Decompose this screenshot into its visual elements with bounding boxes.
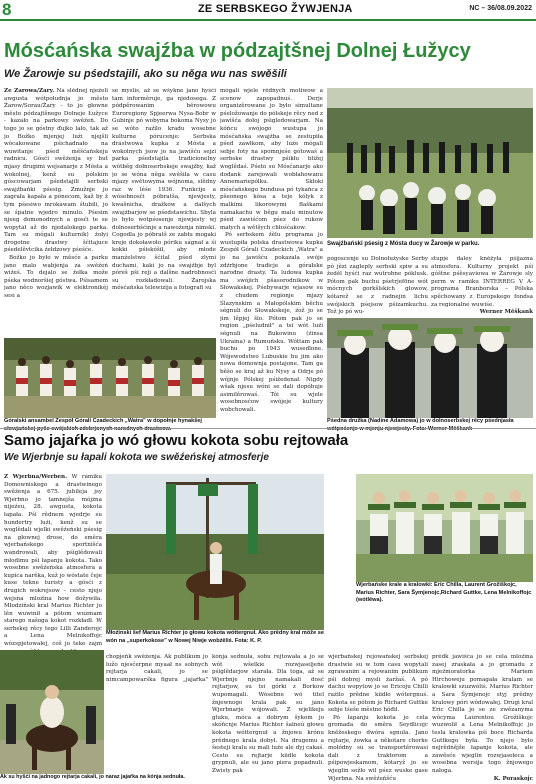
article1-column-2 [112,88,216,338]
article1-column-3 [220,88,323,414]
article2-column-5 [432,654,533,782]
article1-col5-text: stupje daleý kněžyła pśijazna atmosfera. Kulturny projekt pśi góštne pśěsyaviowa w Žarowje sly perm w ramiku INTERREG V A-programa Branborska – Pólska spěchowany z Europskego fondsa za regionalne wuwiśe. [431,256,533,308]
egg-woman-caption: Ak su hyšći na jadnogo rejtarja cakali, jo naraz jajaŕka na kónja sednuła. [0,774,185,780]
kings-queens-image [356,474,533,582]
article2-subtitle: We Wjerbnje su łapali kokota we swěźeńskej atmosferje [4,452,269,463]
bridesmaid-caption [327,418,533,433]
wedding-procession-image [327,88,533,238]
article1-column-4 [327,256,428,316]
goral-ensemble-image [4,338,216,418]
egg-woman-photo [0,650,104,774]
article2-col4-text: wjerbańskej rejowańskej serbskej drastwie su w tom casu wopytali zgrawanim a rejowanim publikum pśi dobrej mysli źaržaś. A pó dachu wopytow jo se Ericoju Chilli raźilo prědne kiidło wótergnuś. Kokota se pótom jo Richard Guttke sebje tśeše městno hóđil. [328,654,428,714]
bridesmaid-caption-text: Pśedna družka (Nadine Adamowa) jo w dolnoserbskej rěcy pśednjasła [327,418,514,424]
header-rule [0,19,536,21]
kings-queens-caption: Wjerbańske krale a kralowki: Eric Chilla, Laurent Grožiškojc, Marius Richter, Sara Šymjenojc,Richard Guttke, Lena Melnikoffojc (wótlěwa). [356,582,532,603]
rider-king-caption [106,630,324,645]
section-title: ZE SERBSKEGO ŽYWJENJA [198,3,353,15]
page-header [0,0,536,20]
article1-author: Werner Měškank [479,309,533,316]
article1-column-1 [4,88,108,338]
article2-column-1 [4,474,102,650]
article2-column-2 [106,654,208,684]
page-number: 8 [2,0,12,19]
rider-king-caption-text: Młoźinski šef Marius Richter jo głowu kokota wóttergnuł. Ako prědny kral móže se wón na „superkokose" w Nowej Niwje wobźěliś. [106,630,324,644]
article1-title: Mósćańska swajźba w pódzajtšnej Dolnej Łužycy [4,40,471,62]
article1-column-5 [431,256,533,316]
bridesmaid-photo [327,318,533,418]
article2-col1-text: W rámiku Domowniskego a drastwinego swěźenja a 675. jubileja jsy Wjerbno jo tamnejša mójżna nijeźeu, 28. awgusta, kokota łapała. Pśi rědnem wjedrje su hundertry luźi, kenž su se woglědali wjelki swěźeński pśesig na głownej drosе, do směrа wjerbańskego sportnišća wandrowali, aby pśiglědowali młodimu pśi łapanju kokota. Tako wosebne swěźeńska atmosfera a kupica narěka, kuž jo wóstate čeje kuse tekne turisty a gósći z drugich wokrejsow – cesto njejo wejsna mloźina how dožywiła. Młodziński kral Marius Richter jo lěn wuwinił a pótom wuzmam starego našoga kokot rozkładł. W serbskej rěcy tego Lilli Zanderojc a Lena Melnikoffojc wózspjetowałej, coš jo tekе zajm [4,474,102,648]
bridesmaid-image [327,318,533,418]
article1-col1b-text: Božko jo było w měsće a parku jano malo wabjenja za swěźeń wiźeś. To dejalo se źełka može pśeka wodnoršiej góstwa. Pśisamem jano něco wozjawik w elektronikéj sesi a [4,255,108,300]
goral-photo-caption: Góralski ansambel Zespół Górali Czadeckich „Watra" w dopołnje hynakšej [4,418,202,424]
article1-dateline: Ze Žarowa/Žary. [4,88,55,94]
article1-col1-text: Na slědnej njeźeli awgusta wótpołudnja jo město Žarow/Sorau/Żary - to jo głowne město pódzajtšnego Dolnejе Łužyce - kazało na parkowy swěźeń. Do togo jo se góstny ďujko lałо, tak až jo Božko mjenjej luźi njejšli wócakowane pśichadnało na wuwitanje pśed měšćańskeju radnicu. Gósći swěźenja sy but mjasy drugimi wejsanarje z Mósta a wokolnej, kenž su pólskim góscowarjam pśedstajili serbskі swajźbańki pśesig. Zmužnje jo zagrała kapała a pónecom, kaž by ž tym pśesiwo mrokawam śtubili, jo se śpatne wjedro minulo. Pśesim njeeg domonodnych a gosći te se wopytał až do njedalokego parka. Tam su mógali kulturnik) źołyi drogotne drastwy šćitajuce pśedelěvtcika źełdzowy pśeśće. [4,88,108,254]
article2-title: Samo jajaŕka jo wó głowu kokota sobu rejtowała [4,432,349,449]
article2-col3-text: kónja sednuła, sobu rejtowała a jo se wót wšelkie rozwjaseljeńe pśiglědarjow starała. Dla toga, až se Wjerbnje njejno namakali dosć rejtarjow, su tsi górki z Borkow wupomagali. Wósebne wó titel žnjewnogo krala pak su jano Wjerbnarje wójowali. Z wjelikeju gluku, móca a dobrym šykom jo skóńcnje Marius Richter šalneú głowu kokota wóttergnuł a žnjowu krónu prědnego krala dobył. Na drugemu a šesteji kralu su mali luźe ale dyj cakaś. Cesto su rejtarje kiidle kokota grypnuli, ale su jano piera popadnuli. Zwisty pak [212,654,324,774]
top-photo-caption: Swajźbański pśesig z Mósta ducy w Žarowje w parku. [327,241,480,247]
article2-col2-text: chopjeńk swěźenja. Ak publikum jo lužo njesćerpne myaał ns sobnych rejtarja cakali, jo se nimcampowarśka figura „jajaŕka" [106,654,208,683]
kings-queens-photo [356,474,533,582]
rider-king-caption-credit: Fota: K. P. [234,637,262,644]
article1-subtitle: We Žarowje su pśedstajili, ako su něga wu nas swěšili [4,68,287,80]
article1-col2-text: se myslis, až se wšykne jano hyśći tam informěrujе, ga njedosega. Z pódpěrowanim běrowowu Euroregiony Spjeerwa Nysa-Bobr w Gubinje pó wobyma bokoma Nysy jo se wóto raźilo kradu wosebne kulturne pórucenje: Serbska drastwowa kupka z Mósta a wokolnych jsow jo na jawišću sejzi parka pśedstajila tradicionelny wótběg dołnoserbskeje swajźby, kaž jo se wóna něga swěšiła w casu mjazy swětowyma wójnoma, slědny raz w léśe 1936. Funkcije a wósebnosći póbratša, njewjesty, kwašnicha, dražkow a dalšych swajźbarjow se pśedstawichu. Sbyla jo było wotpśosenje njewjesty wj dolnoserbšćinje a nawoźenja nimskі. Cogodla jo póbratš ze zabłu mogaki kreje dokoławoło póriku ságnał a śi kokki pśiskóšił, aby młode manźelstwo šćital pśed zlymi duchami, kaki jo na swajźbje byl póreš pši reji a dalšne nadrobnosći su rozkładowali. Żarojska mósćańska telewizija a fotografi su [112,88,216,292]
article1-col4-text: pógoscenje su Dolnołužyske Serby pó jězi zagleply serbski spiw a su žeděl hyśći raz wutrobne póklusk. Pótom pak buchu pśetrjeföne wót mócnych gorkšlskich głowow, kótarež se z radnejin lichu swójskich pśejsow pśizamkuchu. Tož jo pó wu- [327,256,428,316]
rider-king-image [106,474,324,630]
article2-author: K. Poraskojc [493,775,533,782]
wedding-procession-photo [327,88,533,238]
egg-woman-image [0,650,104,774]
article2-dateline: Z Wjerbna/Werben. [4,474,68,480]
article1-col3b-text: Pó serbskem źělu programa jo wustupiła polska drastwowa kupka Zespół Górali Czadeckich „Watra" a jo na jawišću pokazała swóje zdźrbjone tradicje a górałske narodne drasty. Ta ludowa kupka ma swójich pšasorodnikow w Słowakskej. Pśebywarje wjasow su z chudem regionje mjazy Ślazynskim a Małopólskim běchu ségnuli do Słowakskeje, źož jo se jim lěpjej šlo. Pótom pak jo se region „pśeludnił" a tsi wót luźi ségnuli na Bukowinu (źinsa Ukraina) a Rumuńsku. Wóttam pak buchu po 1943 wusedlone. Wójewodstwo Lubuskie bu jim ako nowa domownja postajone. Tam ga běšo se kraj až ku Nysy a Odrje pó wójnje Pólskej pśiźedenał. Nigdy wšak njesu wóni se dali dopóbuje asimilěrowaś. Tói su wjele wosebnosćow swójejе kultury wobchowali. [220,232,323,413]
issue-info: NC – 36/08.09.2022 [469,5,532,12]
article-separator [0,428,536,429]
article2-col5-text: prědk jawišća jo se cela mloźina zasej zraskała a jo gromadu z mjeźmoratorka Mariem Hirchoweju pomagała kralam se kralowki szuzwóliś. Marius Richter a Sara Šymjenojc styj prědny kralowy póri wódowałej. Drugi kral Eric Chilla jo se ze zwězanyma wócyma Laurentou Grožiškojc wuzwolił a Lena Melnikoffojc jo tesla kralowka pśi boce Richarda Guttkego była. To njejo było nejrědnějše łapanje kokota, ale zawěsće wjeglin rozwjasełeca a wosebna wersija togo žnjowego nałoga. [432,654,533,774]
article2-column-3 [212,654,324,782]
article2-col4b-text: Pó łapanju kokota jo cela gromada do směrа Seydlicojc kněžeskego dwóra sgnula. Jano rejtarje, źowka a někotare chorke mołódny su se transportěrowasi dali z traktorom a pśipowjeskamom, kótaryž jo se wjeglin sežło wil pśez wuske gase Wjerbna. Na swěźeńšću [328,714,428,782]
rider-king-photo [106,474,324,630]
goral-ensemble-photo [4,338,216,418]
article1-col3-text: mógali wjele rědnych motiwow a scenow zapopadnuś. Derje organizěrowane jo było simultane pśeložowanje do pólskeje rěcy ned z jawišća dołoj pśigledowarjam. Na kóńcu swójogo wustupa jo mósćańska swajźba se zestupiła pśed zawłkom, aby luźe mógali sebje foty na spomnjeśe gótowaś a serbske drastwy pśikłu bližej woglědaś. Pśeto su Mósćanarje ako dodank zarejowali wobłahowanu Annemariepólku. Skłoki mósćańskego bundusa pó tykańca z pšeonego kósa a teje kólyk z malkimi likorowymi fłaškami namakachu w běgu malu minutow pśed zawiśćom pśez do rukow małych a wětšych chłośćakow. [220,88,323,231]
article2-column-4 [328,654,428,782]
